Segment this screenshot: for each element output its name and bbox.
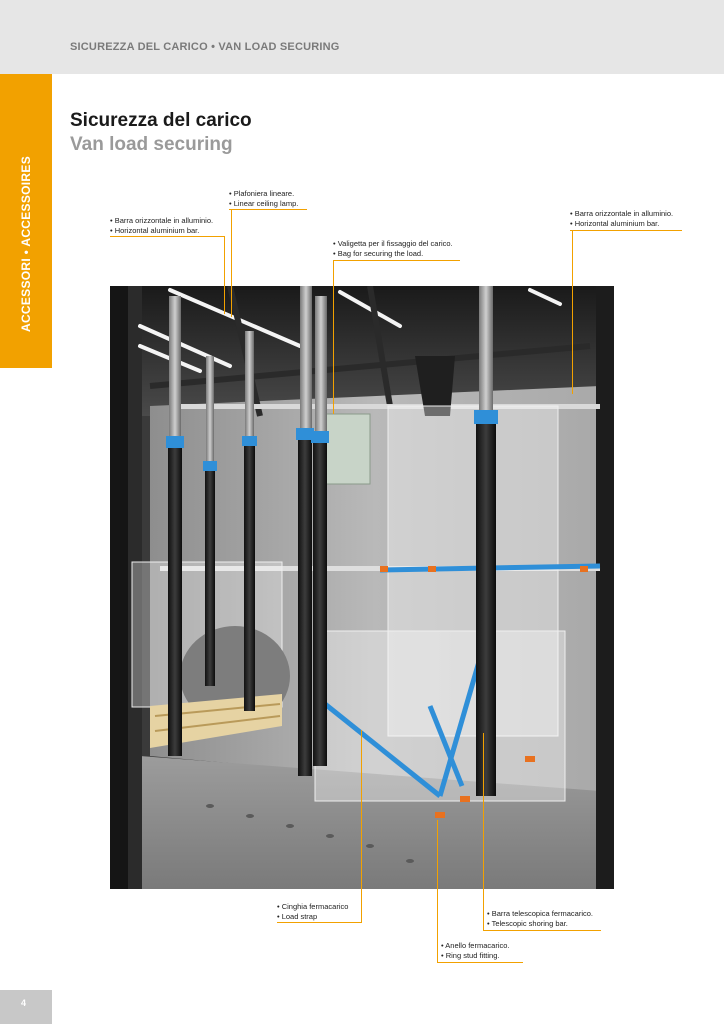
callout-rule bbox=[229, 209, 307, 210]
callout-ring-stud bbox=[441, 941, 510, 960]
leader-load-strap bbox=[361, 730, 362, 922]
callout-bar-right bbox=[570, 209, 673, 228]
header-band bbox=[0, 0, 724, 74]
leader-bar-right bbox=[572, 231, 573, 394]
callout-line-it: • Barra orizzontale in alluminio. bbox=[570, 209, 674, 218]
callout-rule bbox=[483, 930, 601, 931]
callout-load-strap bbox=[277, 902, 348, 921]
callout-line-it: • Plafoniera lineare. bbox=[229, 189, 295, 198]
callout-rule bbox=[570, 230, 682, 231]
callout-line-en: • Bag for securing the load. bbox=[333, 248, 424, 258]
callout-line-en: • Telescopic shoring bar. bbox=[487, 918, 568, 928]
callout-linear-lamp bbox=[229, 189, 298, 208]
callout-bag bbox=[333, 239, 453, 258]
callout-line-it: • Cinghia fermacarico bbox=[277, 902, 349, 911]
leader-linear-lamp bbox=[231, 209, 232, 317]
callout-line-en: • Load strap bbox=[277, 911, 318, 921]
leader-bag bbox=[333, 261, 334, 414]
callout-line-en: • Ring stud fitting. bbox=[441, 950, 500, 960]
callout-rule bbox=[437, 962, 523, 963]
callout-rule bbox=[110, 236, 225, 237]
callout-rule bbox=[277, 922, 362, 923]
callout-line-en: • Horizontal aluminium bar. bbox=[570, 218, 660, 228]
section-header: SICUREZZA DEL CARICO • VAN LOAD SECURING bbox=[70, 41, 340, 53]
callout-line-it: • Anello fermacarico. bbox=[441, 941, 510, 950]
leader-ring-stud bbox=[437, 820, 438, 962]
callout-line-it: • Valigetta per il fissaggio del carico. bbox=[333, 239, 453, 248]
leader-bar-left bbox=[224, 236, 225, 314]
callout-line-it: • Barra telescopica fermacarico. bbox=[487, 909, 593, 918]
callout-shoring-bar bbox=[487, 909, 593, 928]
callout-line-en: • Linear ceiling lamp. bbox=[229, 198, 299, 208]
page-number-box bbox=[0, 990, 52, 1024]
page-title: Sicurezza del carico bbox=[70, 110, 252, 131]
page-number: 4 bbox=[21, 998, 27, 1008]
van-interior-photo bbox=[110, 286, 614, 889]
van-interior-illustration bbox=[110, 286, 614, 889]
callout-rule bbox=[333, 260, 460, 261]
callout-bar-left bbox=[110, 216, 213, 235]
page-subtitle: Van load securing bbox=[70, 134, 233, 155]
side-category-tab bbox=[0, 74, 52, 368]
callout-line-it: • Barra orizzontale in alluminio. bbox=[110, 216, 214, 225]
side-category-label: ACCESSORI • ACCESSOIRES bbox=[19, 155, 33, 333]
callout-line-en: • Horizontal aluminium bar. bbox=[110, 225, 200, 235]
leader-shoring-bar bbox=[483, 733, 484, 931]
